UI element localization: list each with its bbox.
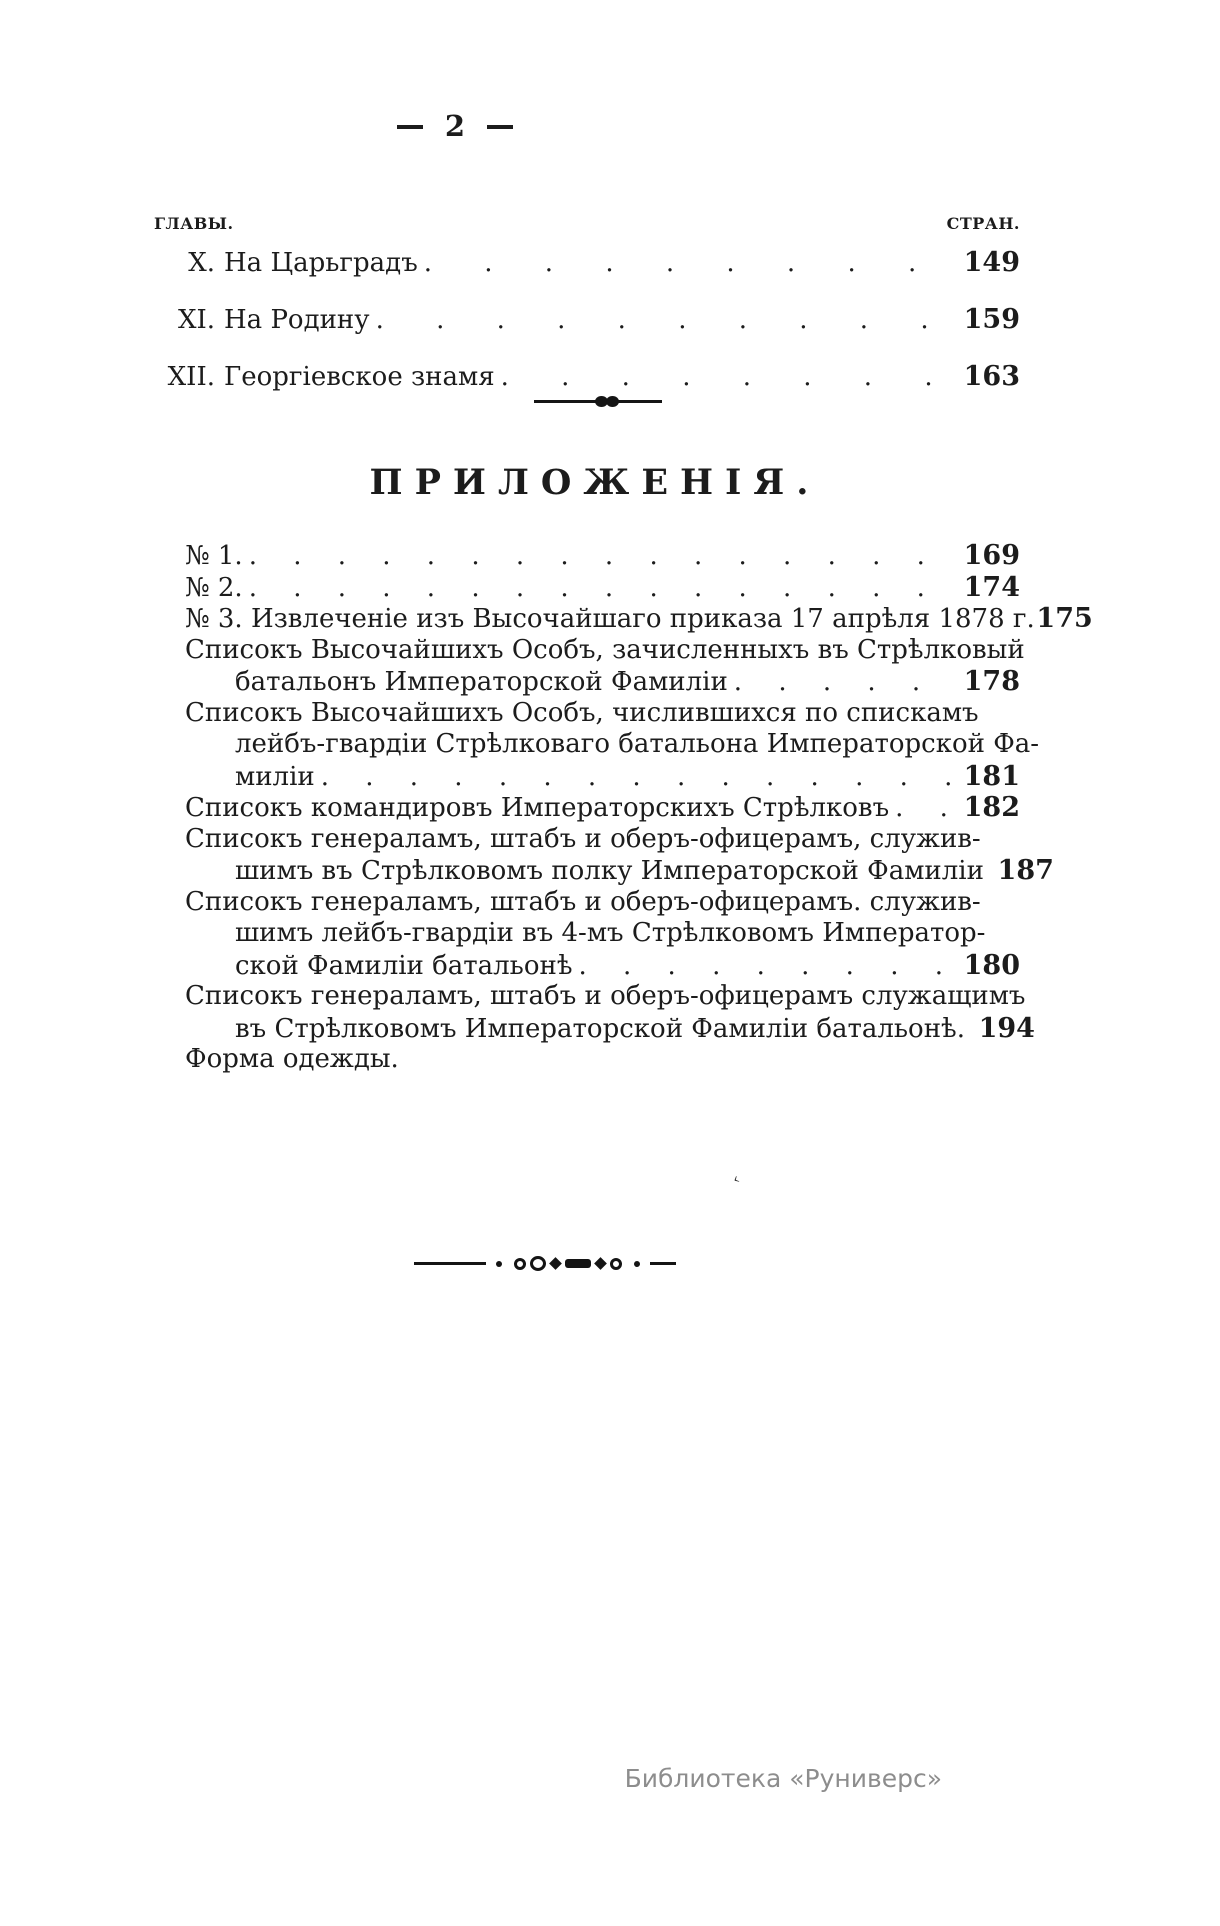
chapter-page-number: 163	[963, 361, 1020, 392]
chapter-list	[130, 234, 1020, 405]
toc-column-headers	[130, 214, 1020, 233]
appendix-page-number: 180	[963, 949, 1020, 981]
divider-rule-left	[534, 400, 596, 403]
flourish-ring	[530, 1256, 546, 1271]
appendix-entry-text: шимъ лейбъ-гвардіи въ 4-мъ Стрѣлковомъ Император-	[235, 918, 986, 948]
appendix-entry-line	[130, 918, 986, 950]
chapter-page-number: 149	[963, 247, 1020, 278]
chapter-numeral: XII.	[167, 362, 215, 392]
pages-column-label: СТРАН.	[946, 214, 1020, 233]
appendix-entry-line	[130, 950, 1020, 982]
appendix-entry-line	[130, 855, 1054, 887]
appendix-entry-text: № 1.	[185, 541, 243, 571]
appendix-entry-text: Списокъ Высочайшихъ Особъ, числившихся по спискамъ	[185, 697, 979, 728]
appendix-entry-text: Списокъ Высочайшихъ Особъ, зачисленныхъ въ Стрѣлковый	[185, 634, 1025, 665]
flourish-bar	[565, 1259, 591, 1268]
appendix-entry-text: Списокъ генераламъ, штабъ и оберъ-офицерамъ. служив-	[185, 886, 981, 917]
flourish-dot	[496, 1261, 502, 1267]
library-watermark: Библиотека «Руниверс»	[624, 1764, 942, 1793]
divider-rule-right	[618, 400, 662, 403]
appendix-page-number: 178	[963, 666, 1020, 697]
chapter-numeral: XI.	[177, 305, 215, 335]
dot-leader	[579, 951, 957, 983]
flourish-rule-left	[414, 1262, 486, 1265]
header-dash-left	[397, 125, 423, 129]
header-dash-right	[487, 125, 513, 129]
section-divider-ornament	[153, 396, 1043, 407]
appendix-entry-text: батальонъ Императорской Фамиліи	[235, 667, 728, 697]
appendix-entry-line	[130, 761, 1020, 793]
appendix-entry-line	[130, 1012, 1035, 1045]
appendix-page-number: 187	[997, 855, 1054, 886]
appendix-page-number: 182	[963, 792, 1020, 823]
appendix-entry-line	[130, 634, 1025, 667]
flourish-ring	[610, 1258, 622, 1270]
flourish-dot	[634, 1261, 640, 1267]
appendix-entry-line	[130, 886, 981, 919]
toc-chapter-entry	[130, 234, 1020, 291]
chapter-title: Георгіевское знамя	[224, 362, 495, 392]
page-number-header	[10, 109, 900, 143]
appendix-entry-line	[130, 572, 1020, 604]
appendix-entry-line	[130, 697, 979, 730]
appendix-entry-text: Списокъ командировъ Императорскихъ Стрѣлковъ	[185, 793, 890, 823]
appendix-entry-line	[130, 666, 1020, 698]
chapter-numeral: X.	[188, 248, 215, 278]
chapters-column-label: ГЛАВЫ.	[154, 214, 234, 233]
appendix-entry-text: ской Фамиліи батальонѣ	[235, 950, 573, 981]
appendix-entry-text: Списокъ генераламъ, штабъ и оберъ-офицерамъ служащимъ	[185, 981, 1026, 1011]
appendix-entry-line	[130, 540, 1020, 572]
dot-leader	[321, 762, 956, 794]
appendix-page-number: 175	[1036, 603, 1093, 634]
flourish-diamond	[594, 1257, 607, 1270]
appendix-entry-text: № 2.	[185, 572, 243, 603]
appendix-list	[130, 540, 1093, 1076]
dot-leader	[895, 793, 956, 825]
dot-leader	[376, 292, 956, 349]
chapter-title: На Родину	[224, 305, 370, 335]
flourish-ring	[514, 1258, 526, 1270]
appendix-page-number: 169	[963, 540, 1020, 571]
end-flourish-ornament	[100, 1256, 990, 1271]
toc-chapter-entry	[130, 291, 1020, 348]
appendix-entry-text: Форма одежды.	[185, 1044, 399, 1074]
flourish-rule-right	[650, 1262, 676, 1265]
appendix-entry-line	[130, 823, 981, 856]
chapter-title: На Царьградъ	[224, 248, 418, 278]
chapter-page-number: 159	[963, 304, 1020, 335]
appendix-title: ПРИЛОЖЕНІЯ.	[369, 462, 821, 503]
appendix-entry-text: лейбъ-гвардіи Стрѣлковаго батальона Императорской Фа-	[235, 729, 1040, 759]
appendix-entry-text: шимъ въ Стрѣлковомъ полку Императорской Фамиліи	[235, 856, 984, 886]
appendix-entry-line	[130, 729, 1040, 761]
appendix-entry-line	[130, 981, 1026, 1013]
appendix-entry-line	[130, 792, 1020, 824]
appendix-entry-line	[130, 1044, 1020, 1076]
dot-leader	[424, 235, 956, 292]
appendix-entry-text: Списокъ генераламъ, штабъ и оберъ-офицерамъ, служив-	[185, 823, 981, 854]
dot-leader	[249, 541, 956, 573]
page-number: 2	[444, 109, 466, 143]
appendix-entry-text: въ Стрѣлковомъ Императорской Фамиліи батальонѣ.	[235, 1013, 965, 1044]
print-artifact-mark: ‹	[729, 1169, 743, 1189]
appendix-entry-line	[130, 603, 1093, 635]
appendix-page-number: 181	[963, 760, 1020, 792]
appendix-entry-text: миліи	[235, 761, 315, 792]
dot-leader	[734, 667, 956, 699]
dot-leader	[249, 573, 956, 605]
appendix-page-number: 174	[963, 571, 1020, 603]
appendix-entry-text: № 3. Извлеченіе изъ Высочайшаго приказа 17 апрѣля 1878 г.	[185, 604, 1035, 634]
appendix-page-number: 194	[978, 1012, 1035, 1044]
flourish-diamond	[549, 1257, 562, 1270]
